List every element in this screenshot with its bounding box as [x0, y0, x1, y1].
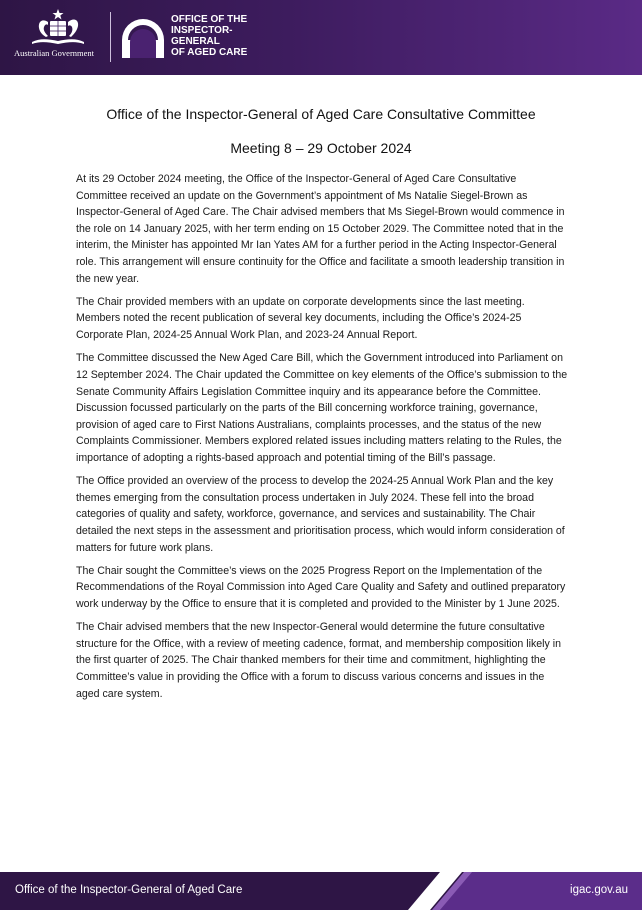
org-name-logo-text: OFFICE OF THE INSPECTOR- GENERAL OF AGED CARE [171, 14, 248, 58]
arch-logo-icon [122, 16, 164, 58]
coat-of-arms-icon [26, 8, 90, 48]
footer-website-link[interactable]: igac.gov.au [570, 884, 628, 896]
page-header [0, 0, 642, 75]
meeting-subtitle: Meeting 8 – 29 October 2024 [230, 140, 412, 156]
paragraph-appointment: At its 29 October 2024 meeting, the Office of the Inspector-General of Aged Care Consultative Committee received an update on the Government’s appointment of Ms Natalie Siegel-Brown as Inspector-General of Aged Care. The Chair advised members that Ms Siegel-Brown would commence in the role on 14 January 2025, with her term ending on 15 October 2029. The Committee noted that in the interim, the Minister has appointed Mr Ian Yates AM for a further period in the Acting Inspector-General role. This arrangement will ensure continuity for the Office and facilitate a smooth leadership transition in the new year. [76, 173, 565, 285]
paragraph-progress-report: The Chair sought the Committee’s views on the 2025 Progress Report on the Implementation of the Recommendations of the Royal Commission into Aged Care Quality and Safety and outlined preparatory work underway by the Office to ensure that it is completed and provided to the Minister by 1 June 2025. [76, 564, 566, 610]
paragraph-work-plan: The Office provided an overview of the process to develop the 2024-25 Annual Work Plan and the key themes emerging from the consultation process undertaken in July 2024. These fell into the broad categories of quality and safety, workforce, governance, and services and sustainability. The Chair detailed the next steps in the assessment and prioritisation process, which would inform consideration of matters for future work plans. [76, 475, 565, 554]
document-title: Office of the Inspector-General of Aged Care Consultative Committee [106, 106, 536, 122]
footer-org-name: Office of the Inspector-General of Aged Care [15, 884, 243, 896]
australian-government-label: Australian Government [14, 48, 95, 58]
paragraph-consultative-structure: The Chair advised members that the new Inspector-General would determine the future consultative structure for the Office, with a review of meeting cadence, format, and membership composition likely in the first quarter of 2025. The Chair thanked members for their time and commitment, highlighting the Committee’s value in providing the Office with a forum to discuss various concerns and issues in the aged care system. [76, 621, 561, 700]
document-body [76, 171, 568, 709]
paragraph-aged-care-bill: The Committee discussed the New Aged Care Bill, which the Government introduced into Parliament on 12 September 2024. The Chair updated the Committee on key elements of the Office’s submission to the Senate Community Affairs Legislation Committee inquiry and its appearance before the Committee. Discussion focussed particularly on the parts of the Bill concerning workforce training, governance, provision of aged care to First Nations Australians, complaints processes, and the status of the new Complaints Commissioner. Members explored related issues including matters relating to the Rules, the importance of adopting a rights-based approach and potential timing of the Bill’s passage. [76, 352, 568, 464]
page-footer [0, 872, 642, 910]
paragraph-corporate-update: The Chair provided members with an update on corporate developments since the last meeting. Members noted the recent publication of several key documents, including the Office’s 2024-25 Corporate Plan, 2024-25 Annual Work Plan, and 2023-24 Annual Report. [76, 295, 525, 342]
header-divider [110, 12, 111, 62]
